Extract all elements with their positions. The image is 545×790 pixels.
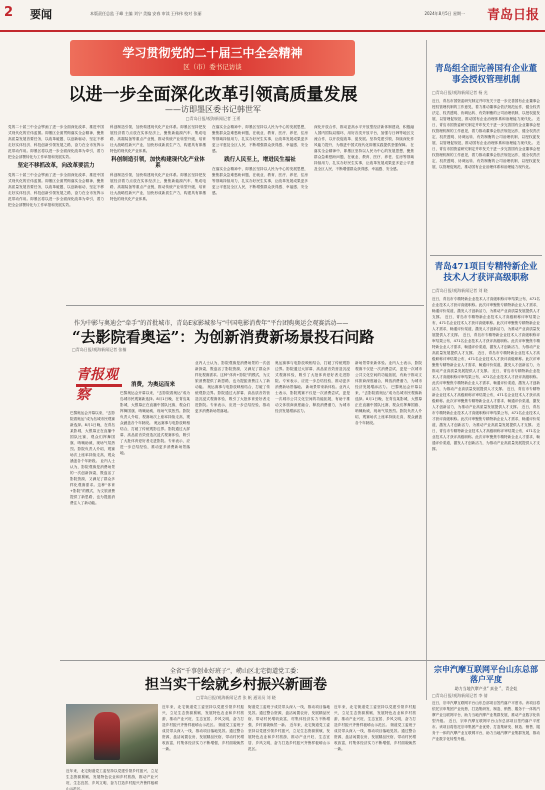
story1-headline: 以进一步全面深化改革引领高质量发展 (68, 85, 358, 105)
sidebar3-body: 近日，宗申汽摩互联网平台山东总部项目签约落户平度市。该项目将依托宗申集团产业优势，打造集研发、制造、销售、服务于一体的汽摩产业互联网平台，助力当地汽摩产业集群发展，推动产业数字化转型升级。 近日，宗申汽摩互联网平台山东总部项目签约落户平度市。该项目将依托宗申集团产业优势，打造集研发、制造、销售、服务于一体的汽摩产业互联网平台，助力当地汽摩产业集群发展，推动产业数字化转型升级。 (432, 701, 540, 741)
sidebar-divider (430, 255, 542, 256)
lower-divider (60, 660, 545, 661)
story2-headline: “去影院看奥运”：为创新消费新场景投石问路 (72, 328, 375, 346)
story1-column-2: 科创制造引领，加快构建现代化产业体系。即墨区坚持把发展经济着力点放在实体经济上，聚焦新能源汽车、集成电路、高端装备等重点产业链，推动传统产业转型升级，培育壮大战略性新兴产业，加快形成新质生产力，构建具有即墨特色的现代化产业体系。 科创制造引领，加快构建现代化产业体系 科创制造引领，加快构建现代化产业体系。即墨区坚持把发展经济着力点放在实体经济上，聚焦新能源汽车、集成电路、高端装备等重点产业链，推动传统产业转型升级，培育壮大战略性新兴产业，加快形成新质生产力，构建具有即墨特色的现代化产业体系。 (110, 125, 206, 201)
story3-column-1: 近年来，北宅街道党工委坚持以党建引领乡村振兴，立足生态资源禀赋，发展特色农业和乡村旅游，推动产业兴旺、生态宜居、乡风文明，奋力打造乡村振兴齐鲁样板崂山示范区。 (66, 769, 158, 790)
sidebar2-byline: □青岛日报/观海新闻记者 刘 晓 (432, 288, 488, 293)
sidebar3-subtitle: 助力当地汽摩产业“ 真金 ”，青企娃 (454, 686, 518, 691)
story2-column-3: 业内人士认为，影院观赛是消费场景的一次创新探索，既盘活了影院资源，又满足了群众多样化观赛需求。这种“体育+影院”的模式，为文旅消费提供了新思路，也为提振消费注入了新动能。 奥运赛事与电影放映相结合，打破了传统观影边界。影院通过大屏幕、高品质音效营造沉浸式观赛体验，吸引了大批体育爱好者走进影院。专家表示，应进一步总结经验，推动更多消费新场景落地。 (195, 361, 270, 413)
sidebar1-title: 青岛组全面完善国有企业董事会授权管理机制 (434, 64, 537, 85)
story1-column-4: 深化开放合作，推动更高水平开放型经济新体制建设，积极融入国内国际双循环，用好各类开放平台，加强与日韩等地区交流合作，以开放促改革、促发展。坚持党建引领，持续深化作风能力提升，为推进中国式现代化即墨实践提供坚强保障。 在落实全会精神中，即墨区坚持以人民为中心的发展思想，聚焦群众急难愁盼问题，在就业、教育、医疗、养老、住房等领域持续用力，扎实办好民生实事，让改革发展成果更多更公平惠及全区人民，不断增强群众获得感、幸福感、安全感。 (314, 125, 414, 171)
photo-figure (94, 712, 120, 760)
sidebar1-byline: □青岛日报/观海新闻记者 杨 光 (432, 90, 488, 95)
story3-byline: □青岛日报/观海新闻记者 张 帆 通讯员 刘 晓 (196, 695, 276, 700)
story1-subhead-2: 科创制造引领，加快构建现代化产业体系 (111, 157, 205, 169)
page-number: 2 (4, 5, 14, 20)
story1-subheadline: ——访即墨区委书记韩世军 (165, 105, 261, 114)
special-banner (70, 40, 355, 76)
sidebar3-byline: □青岛日报/观海新闻记者 李 倩 (432, 693, 488, 698)
newspaper-logo: 青岛日报 (486, 8, 539, 23)
story2-kicker: 作为中影与奥迪会“牵手”的首批城市，青岛E家影城参与“中国电影消费年”平台团购奥运会观赛活动—— (74, 320, 349, 327)
section-name: 要闻 (30, 8, 52, 21)
banner-subtitle: 区（市）委书记访谈 (183, 63, 242, 71)
story1-subhead-1: 坚定不移抓改革，向改革要活力 (17, 163, 95, 169)
observe-label: 青报观察 (76, 367, 118, 403)
sidebar1-body: 近日，青岛市国资委研究制定并印发关于进一步完善国有企业董事会授权管理机制的工作意见，着力推动董事会依法规范运作，健全权责法定、权责透明、协调运转、有效制衡的公司治理机制，以授权促发展、以管理促规范，推动国有企业治理体系和治理能力现代化。 近日，青岛市国资委研究制定并印发关于进一步完善国有企业董事会授权管理机制的工作意见，着力推动董事会依法规范运作，健全权责法定、权责透明、协调运转、有效制衡的公司治理机制，以授权促发展、以管理促规范，推动国有企业治理体系和治理能力现代化。 近日，青岛市国资委研究制定并印发关于进一步完善国有企业董事会授权管理机制的工作意见，着力推动董事会依法规范运作，健全权责法定、权责透明、协调运转、有效制衡的公司治理机制，以授权促发展、以管理促规范，推动国有企业治理体系和治理能力现代化。 (432, 99, 540, 169)
sidebar2-body: 近日，青岛市专精特新企业技术人才高级职称评审结果公布，471名企业技术人才获评高级职称。此次评审聚焦专精特新企业人才需求，畅通评价渠道，激发人才创新活力，为推动产业高质量发展提供人才支撑。 近日，青岛市专精特新企业技术人才高级职称评审结果公布，471名企业技术人才获评高级职称。此次评审聚焦专精特新企业人才需求，畅通评价渠道，激发人才创新活力，为推动产业高质量发展提供人才支撑。 近日，青岛市专精特新企业技术人才高级职称评审结果公布，471名企业技术人才获评高级职称。此次评审聚焦专精特新企业人才需求，畅通评价渠道，激发人才创新活力，为推动产业高质量发展提供人才支撑。 近日，青岛市专精特新企业技术人才高级职称评审结果公布，471名企业技术人才获评高级职称。此次评审聚焦专精特新企业人才需求，畅通评价渠道，激发人才创新活力，为推动产业高质量发展提供人才支撑。 近日，青岛市专精特新企业技术人才高级职称评审结果公布，471名企业技术人才获评高级职称。此次评审聚焦专精特新企业人才需求，畅通评价渠道，激发人才创新活力，为推动产业高质量发展提供人才支撑。 近日，青岛市专精特新企业技术人才高级职称评审结果公布，471名企业技术人才获评高级职称。此次评审聚焦专精特新企业人才需求，畅通评价渠道，激发人才创新活力，为推动产业高质量发展提供人才支撑。 近日，青岛市专精特新企业技术人才高级职称评审结果公布，471名企业技术人才获评高级职称。此次评审聚焦专精特新企业人才需求，畅通评价渠道，激发人才创新活力，为推动产业高质量发展提供人才支撑。 近日，青岛市专精特新企业技术人才高级职称评审结果公布，471名企业技术人才获评高级职称。此次评审聚焦专精特新企业人才需求，畅通评价渠道，激发人才创新活力，为推动产业高质量发展提供人才支撑。 (432, 297, 540, 451)
story3-column-3: 街道党工委班子成员带头深入一线，推动项目落地见效。通过整合资源、盘活闲置农房，发展精品民宿，带动村民增收致富，村集体经济实力不断增强，乡村面貌焕然一新。 近年来，北宅街道党工委坚持以党建引领乡村振兴，立足生态资源禀赋，发展特色农业和乡村旅游，推动产业兴旺、生态宜居、乡风文明，奋力打造乡村振兴齐鲁样板崂山示范区。 (248, 705, 330, 751)
story1-byline: □青岛日报/观海新闻记者 王勇 (185, 116, 241, 121)
story3-headline: 担当实干绘就乡村振兴新画卷 (145, 677, 327, 693)
story3-photo (66, 704, 158, 764)
sidebar2-title: 青岛471项目专精特新企业技术人才获评高级职称 (434, 262, 538, 283)
story2-column-5: 新场景带来新体验。业内人士表示，影院观赛不仅是一次消费尝试，更是一次城市公共文化空间的功能拓展，有助于推动文体旅商深度融合，释放消费潜力，为城市经济发展增添活力。 巴黎奥运会开幕以来，“去影院看奥运”成为岛城市民观赛新选择。8月1日晚，在青岛某影城，大银幕正在直播中国队比赛，观众们挥舞国旗、呐喊助威，现场气氛热烈。影院负责人介绍，观赛场次上座率持续走高，观众涵盖各个年龄段。 (355, 361, 422, 425)
story1-subhead-3: 践行人民至上，增进民生福祉 (224, 157, 296, 163)
story2-byline: □青岛日报/观海新闻记者 张楠 (72, 347, 127, 352)
observation-column-logo (76, 364, 124, 404)
story1-column-1: 党的二十届三中全会擘画了进一步全面深化改革、推进中国式现代化的宏伟蓝图。即墨区全面贯彻落实全会精神，聚焦高质量发展首要任务，以改革破题、以创新驱动，坚定不移走好实体经济、科技创新引领发展之路，奋力在全市发挥示范带动作用。即墨区将以进一步全面深化改革为牵引，着力把全会部署转化为工作举措和发展实效。 坚定不移抓改革，向改革要活力 党的二十届三中全会擘画了进一步全面深化改革、推进中国式现代化的宏伟蓝图。即墨区全面贯彻落实全会精神，聚焦高质量发展首要任务，以改革破题、以创新驱动，坚定不移走好实体经济、科技创新引领发展之路，奋力在全市发挥示范带动作用。即墨区将以进一步全面深化改革为牵引，着力把全会部署转化为工作举措和发展实效。 (8, 125, 104, 207)
story3-kicker: 全省“千事创业好班子”，崂山区北宅街道党工委： (169, 668, 303, 675)
editor-credits: 本版责任总监 于峰 主编 刘宁 美编 安春 审读 王伟伟 校对 张丽 (90, 11, 202, 16)
story2-commentary-title: 消费，为奥运而来 (130, 382, 175, 388)
banner-title: 学习贯彻党的二十届三中全会精神 (122, 46, 303, 60)
story3-column-4: 近年来，北宅街道党工委坚持以党建引领乡村振兴，立足生态资源禀赋，发展特色农业和乡村旅游，推动产业兴旺、生态宜居、乡风文明，奋力打造乡村振兴齐鲁样板崂山示范区。 街道党工委班子成员带头深入一线，推动项目落地见效。通过整合资源、盘活闲置农房，发展精品民宿，带动村民增收致富，村集体经济实力不断增强，乡村面貌焕然一新。 (334, 705, 416, 751)
story2-column-2: 巴黎奥运会开幕以来，“去影院看奥运”成为岛城市民观赛新选择。8月1日晚，在青岛某影城，大银幕正在直播中国队比赛，观众们挥舞国旗、呐喊助威，现场气氛热烈。影院负责人介绍，观赛场次上座率持续走高，观众涵盖各个年龄段。 奥运赛事与电影放映相结合，打破了传统观影边界。影院通过大屏幕、高品质音效营造沉浸式观赛体验，吸引了大批体育爱好者走进影院。专家表示，应进一步总结经验，推动更多消费新场景落地。 (120, 391, 190, 455)
sidebar3-title: 宗申汽摩互联网平台山东总部落户平度 (434, 664, 538, 684)
issue-date: 2024年8月5日 星期一 (424, 11, 465, 16)
column-divider (426, 40, 427, 700)
story3-column-2: 近年来，北宅街道党工委坚持以党建引领乡村振兴，立足生态资源禀赋，发展特色农业和乡村旅游，推动产业兴旺、生态宜居、乡风文明，奋力打造乡村振兴齐鲁样板崂山示范区。 街道党工委班子成员带头深入一线，推动项目落地见效。通过整合资源、盘活闲置农房，发展精品民宿，带动村民增收致富，村集体经济实力不断增强，乡村面貌焕然一新。 (162, 705, 244, 751)
observe-underline (76, 384, 122, 387)
story2-column-1: 巴黎奥运会开幕以来，“去影院看奥运”成为岛城市民观赛新选择。8月1日晚，在青岛某影城，大银幕正在直播中国队比赛，观众们挥舞国旗、呐喊助威，现场气氛热烈。影院负责人介绍，观赛场次上座率持续走高，观众涵盖各个年龄段。 业内人士认为，影院观赛是消费场景的一次创新探索，既盘活了影院资源，又满足了群众多样化观赛需求。这种“体育+影院”的模式，为文旅消费提供了新思路，也为提振消费注入了新动能。 (70, 411, 115, 505)
story2-column-4: 奥运赛事与电影放映相结合，打破了传统观影边界。影院通过大屏幕、高品质音效营造沉浸式观赛体验，吸引了大批体育爱好者走进影院。专家表示，应进一步总结经验，推动更多消费新场景落地。 新场景带来新体验。业内人士表示，影院观赛不仅是一次消费尝试，更是一次城市公共文化空间的功能拓展，有助于推动文体旅商深度融合，释放消费潜力，为城市经济发展增添活力。 (275, 361, 350, 413)
story1-column-3: 在落实全会精神中，即墨区坚持以人民为中心的发展思想，聚焦群众急难愁盼问题，在就业、教育、医疗、养老、住房等领域持续用力，扎实办好民生实事，让改革发展成果更多更公平惠及全区人民，不断增强群众获得感、幸福感、安全感。 践行人民至上，增进民生福祉 在落实全会精神中，即墨区坚持以人民为中心的发展思想，聚焦群众急难愁盼问题，在就业、教育、医疗、养老、住房等领域持续用力，扎实办好民生实事，让改革发展成果更多更公平惠及全区人民，不断增强群众获得感、幸福感、安全感。 (212, 125, 308, 195)
